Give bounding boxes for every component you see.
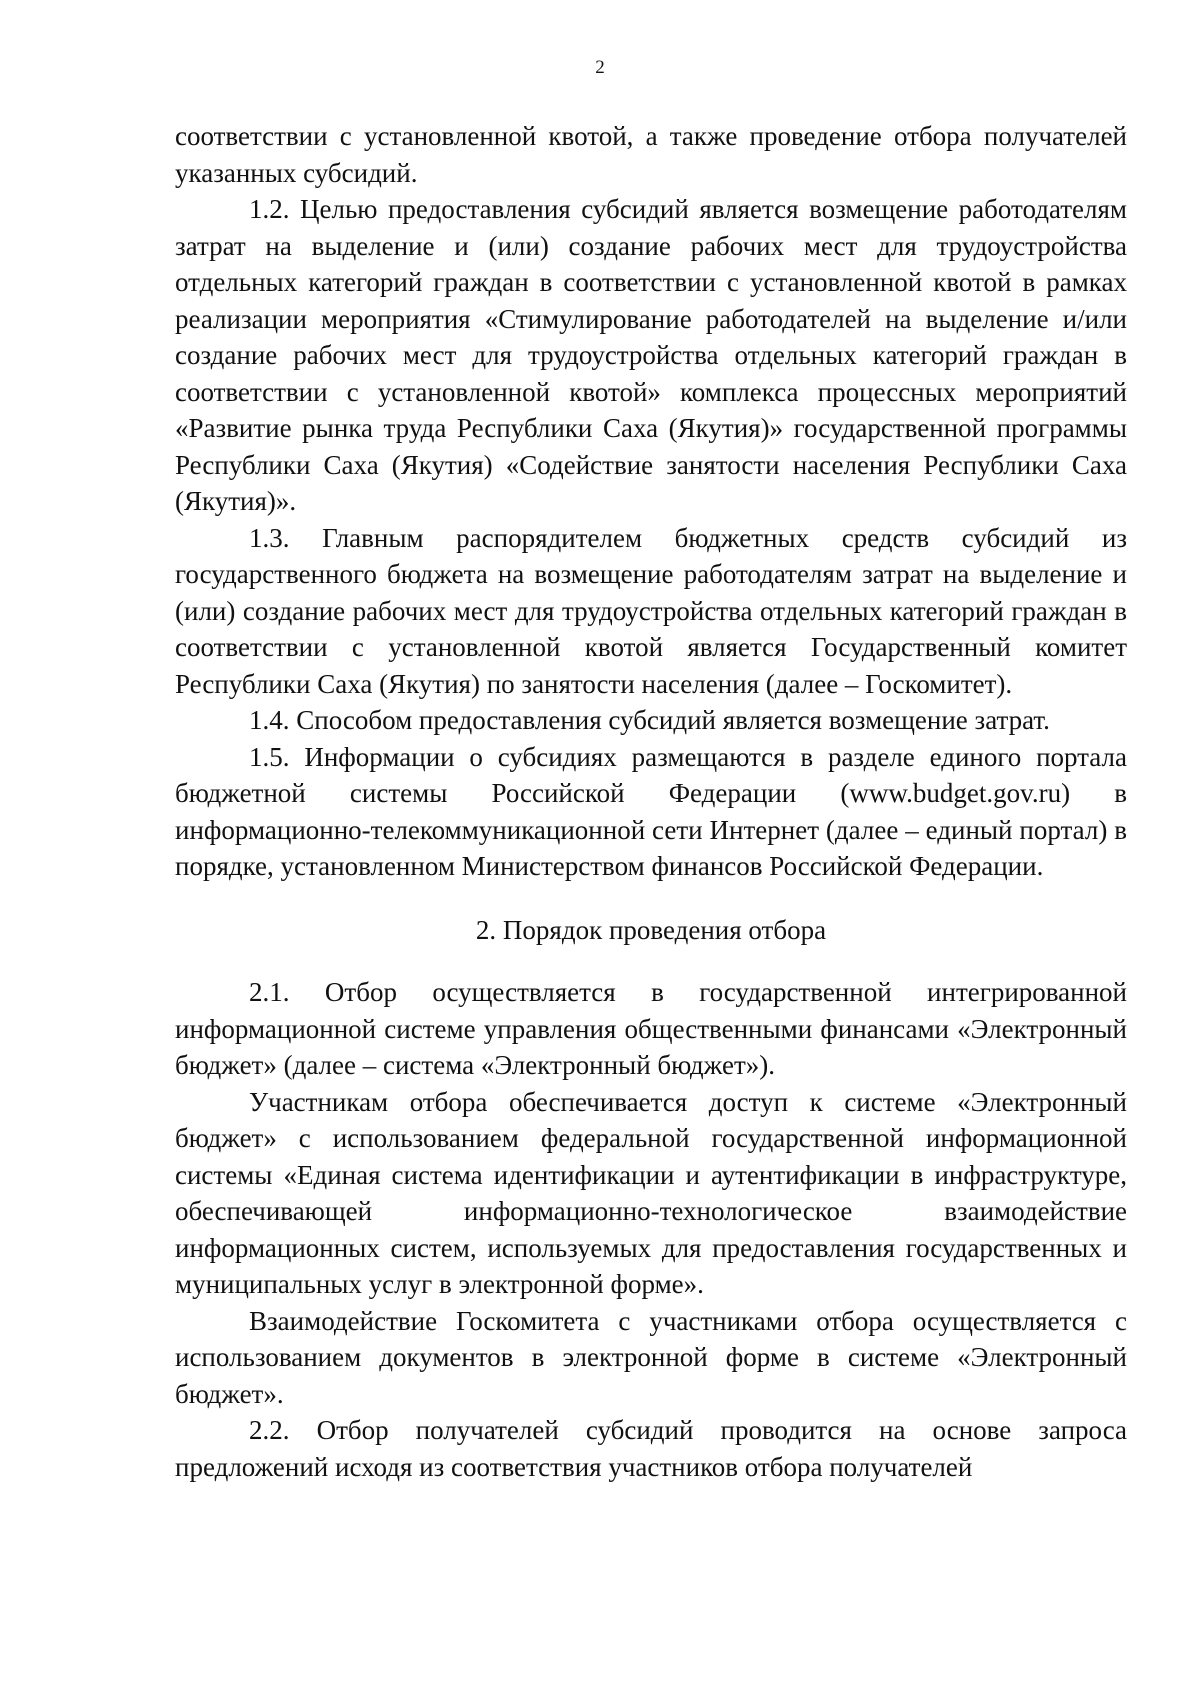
- document-body: [175, 118, 1127, 1485]
- paragraph-2-2: 2.2. Отбор получателей субсидий проводится на основе запроса предложений исходя из соответствия участников отбора получателей: [175, 1415, 1127, 1482]
- section-heading: 2. Порядок проведения отбора: [475, 914, 827, 945]
- paragraph-continuation: соответствии с установленной квотой, а также проведение отбора получателей указанных субсидий.: [175, 121, 1127, 188]
- paragraph-participants-access: Участникам отбора обеспечивается доступ к системе «Электронный бюджет» с использованием федеральной государственной информационной системы «Единая система идентификации и аутентификации в инфраструктуре, обеспечивающей информационно-технологическое взаимодействие информационных систем, используемых для предоставления государственных и муниципальных услуг в электронной форме».: [175, 1086, 1127, 1299]
- paragraph-1-2: 1.2. Целью предоставления субсидий является возмещение работодателям затрат на выделение и (или) создание рабочих мест для трудоустройства отдельных категорий граждан в соответствии с установленной квотой в рамках реализации мероприятия «Стимулирование работодателей на выделение и/или создание рабочих мест для трудоустройства отдельных категорий граждан в соответствии с установленной квотой» комплекса процессных мероприятий «Развитие рынка труда Республики Саха (Якутия)» государственной программы Республики Саха (Якутия) «Содействие занятости населения Республики Саха (Якутия)».: [175, 194, 1127, 516]
- paragraph-interaction: Взаимодействие Госкомитета с участниками отбора осуществляется с использованием документов в электронной форме в системе «Электронный бюджет».: [175, 1305, 1127, 1409]
- page-number: 2: [595, 57, 605, 78]
- paragraph-1-4: 1.4. Способом предоставления субсидий является возмещение затрат.: [249, 705, 1050, 735]
- paragraph-1-5: 1.5. Информации о субсидиях размещаются в разделе единого портала бюджетной системы Российской Федерации (www.budget.gov.ru) в информационно-телекоммуникационной сети Интернет (далее – единый портал) в порядке, установленном Министерством финансов Российской Федерации.: [175, 741, 1127, 881]
- paragraph-2-1: 2.1. Отбор осуществляется в государственной интегрированной информационной системе управления общественными финансами «Электронный бюджет» (далее – система «Электронный бюджет»).: [175, 977, 1127, 1080]
- paragraph-1-3: 1.3. Главным распорядителем бюджетных средств субсидий из государственного бюджета на возмещение работодателям затрат на выделение и (или) создание рабочих мест для трудоустройства отдельных категорий граждан в соответствии с установленной квотой является Государственный комитет Республики Саха (Якутия) по занятости населения (далее – Госкомитет).: [175, 522, 1127, 699]
